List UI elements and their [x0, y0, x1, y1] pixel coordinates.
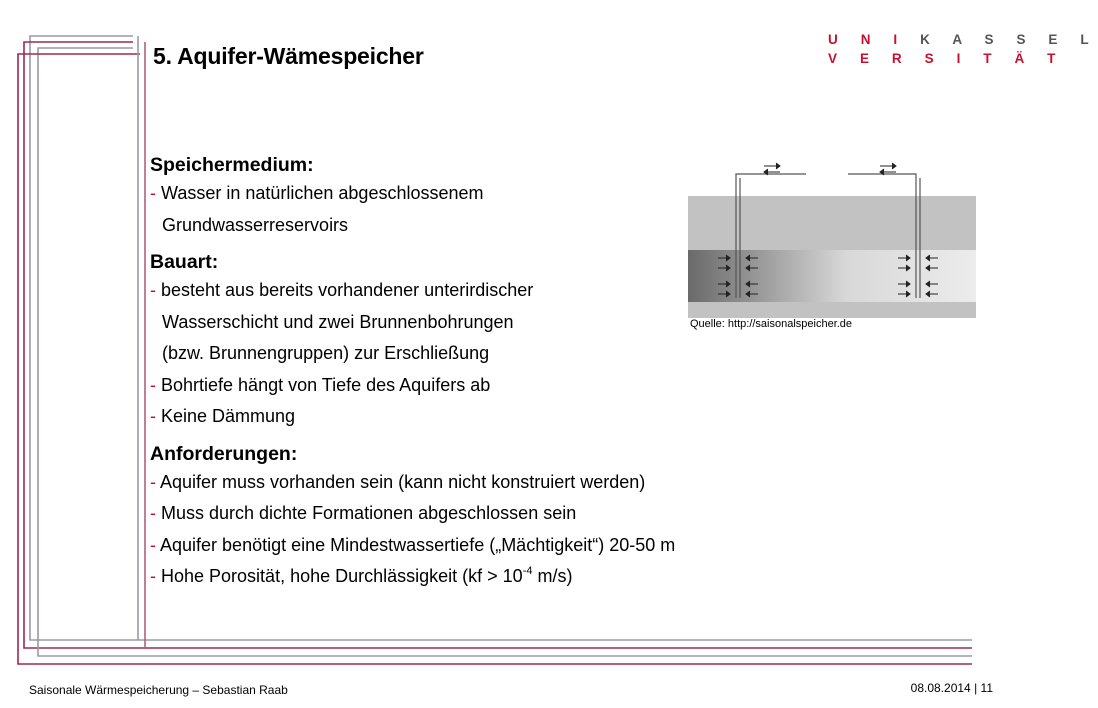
heading-anforderungen: Anforderungen: — [150, 442, 298, 465]
bullet-text: Wasser in natürlichen abgeschlossenem — [161, 183, 484, 203]
heading-speichermedium: Speichermedium: — [150, 154, 314, 176]
bullet-text: Aquifer muss vorhanden sein (kann nicht konstruiert werden) — [160, 471, 646, 492]
bullet-text: Muss durch dichte Formationen abgeschlossen sein — [161, 503, 577, 523]
bullet-text: Hohe Porosität, hohe Durchlässigkeit (kf > 10 — [161, 566, 523, 586]
footer-date-page — [911, 681, 993, 695]
bullet-speichermedium-1-cont: Grundwasserreservoirs — [162, 214, 349, 235]
logo-versitaet: V E R S I T Ä T — [828, 51, 1066, 66]
bullet-dash: - — [150, 406, 161, 426]
aquifer-diagram — [688, 158, 976, 318]
heading-bauart: Bauart: — [150, 251, 219, 273]
footer-page-number: 11 — [980, 681, 993, 695]
bullet-dash: - — [150, 503, 161, 523]
bullet-text: Aquifer benötigt eine Mindestwassertiefe („Mächtigkeit“) 20-50 m — [160, 534, 676, 555]
bullet-anforderungen-4 — [150, 561, 800, 593]
university-logo — [828, 30, 1098, 68]
bullet-anforderungen-2 — [150, 498, 800, 530]
bullet-dash: - — [150, 471, 161, 492]
footer-presentation-title: Saisonale Wärmespeicherung – Sebastian Raab — [29, 683, 288, 697]
bullet-bauart-1-cont-a: Wasserschicht und zwei Brunnenbohrungen — [162, 311, 514, 332]
bullet-dash: - — [150, 280, 161, 300]
logo-kassel: K A S S E L — [920, 32, 1098, 47]
bullet-dash: - — [150, 183, 161, 203]
bullet-anforderungen-3 — [150, 530, 800, 562]
bullet-bauart-2 — [150, 370, 800, 402]
footer-date: 08.08.2014 — [910, 681, 971, 695]
bullet-text: Keine Dämmung — [161, 406, 296, 426]
exponent: -4 — [522, 565, 533, 577]
bullet-bauart-3 — [150, 401, 800, 433]
bullet-bauart-1-cont-b: (bzw. Brunnengruppen) zur Erschließung — [162, 343, 490, 363]
bullet-text: Bohrtiefe hängt von Tiefe des Aquifers ab — [161, 374, 491, 395]
bullet-unit: m/s) — [532, 566, 573, 586]
bullet-dash: - — [150, 566, 161, 586]
logo-uni: U N I — [828, 32, 907, 47]
bullet-dash: - — [150, 374, 161, 395]
bullet-text: besteht aus bereits vorhandener unterirdischer — [161, 280, 534, 300]
figure-caption: Quelle: http://saisonalspeicher.de — [690, 318, 853, 330]
footer-separator: | — [974, 681, 978, 695]
bullet-dash: - — [150, 534, 161, 555]
slide-title: 5. Aquifer-Wämespeicher — [153, 43, 424, 69]
bullet-anforderungen-1 — [150, 467, 800, 499]
